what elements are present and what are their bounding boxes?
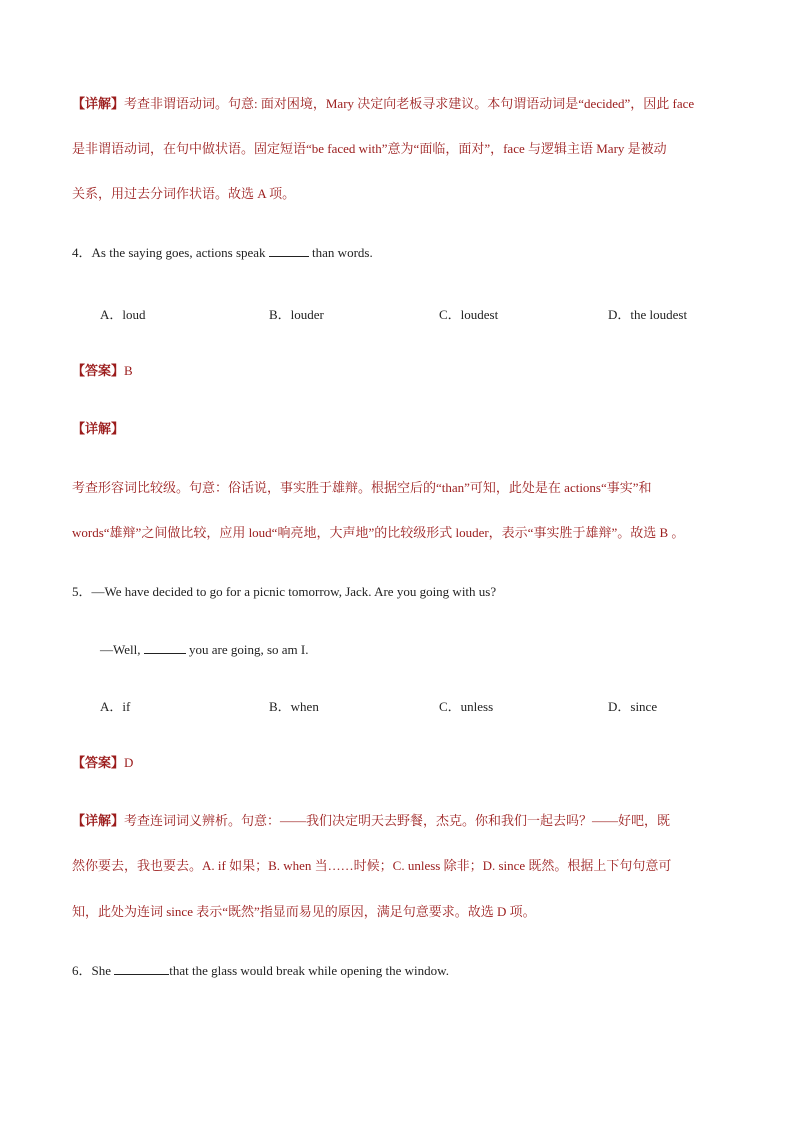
detail-heading-q4 (72, 420, 124, 438)
stem-text-before: She (91, 963, 115, 978)
option-c: C．loudest (439, 307, 499, 322)
question-6-stem (72, 962, 449, 980)
detail-q5-line3: 知，此处为连词 since 表示“既然”指显而易见的原因，满足句意要求。故选 D 项。 (72, 904, 536, 919)
detail-paragraph-q3-line3: 关系，用过去分词作状语。故选 A 项。 (72, 186, 296, 201)
reply-text-after: you are going, so am I. (185, 642, 309, 657)
detail-q5-line2: 然你要去，我也要去。A. if 如果；B. when 当……时候；C. unless 除非；D. since 既然。根据上下句句意可 (72, 858, 672, 873)
option-b: B．when (269, 699, 319, 714)
answer-tag: 【答案】 (72, 363, 125, 378)
detail-tag: 【详解】 (72, 813, 125, 828)
question-number: 6． (72, 963, 92, 978)
answer-value: D (124, 755, 134, 770)
detail-q4-line1: 考查形容词比较级。句意：俗话说，事实胜于雄辩。根据空后的“than”可知，此处是在 actions“事实”和 (72, 480, 652, 495)
option-d: D．since (608, 699, 658, 714)
answer-value: B (124, 363, 133, 378)
option-d: D．the loudest (608, 307, 688, 322)
option-a: A．if (100, 699, 131, 714)
question-number: 4． (72, 245, 92, 260)
answer-tag: 【答案】 (72, 755, 125, 770)
stem-text: —We have decided to go for a picnic tomorrow, Jack. Are you going with us? (91, 584, 497, 599)
question-5-stem (72, 583, 496, 601)
answer-blank (114, 962, 169, 975)
question-number: 5． (72, 584, 92, 599)
detail-q5-line1 (72, 812, 670, 830)
question-5-reply (100, 641, 309, 659)
stem-text-after: than words. (308, 245, 373, 260)
detail-q4-line2: words“雄辩”之间做比较，应用 loud“响亮地，大声地”的比较级形式 louder，表示“事实胜于雄辩”。故选 B 。 (72, 525, 685, 540)
answer-blank (269, 244, 309, 257)
stem-text-before: As the saying goes, actions speak (91, 245, 269, 260)
detail-text: 考查连词词义辨析。句意：——我们决定明天去野餐，杰克。你和我们一起去吗？——好吧，既 (124, 813, 671, 828)
detail-paragraph-q3-line2: 是非谓语动词，在句中做状语。固定短语“be faced with”意为“面临，面对”，face 与逻辑主语 Mary 是被动 (72, 141, 667, 156)
detail-tag: 【详解】 (72, 421, 125, 436)
answer-blank (144, 641, 186, 654)
answer-q5 (72, 754, 133, 772)
detail-tag: 【详解】 (72, 96, 125, 111)
detail-text: 考查非谓语动词。句意: 面对困境，Mary 决定向老板寻求建议。本句谓语动词是“decided”，因此 face (124, 96, 695, 111)
question-4-stem (72, 244, 373, 262)
option-b: B．louder (269, 307, 324, 322)
reply-text-before: —Well, (100, 642, 144, 657)
detail-paragraph-q3-line1 (72, 95, 694, 113)
stem-text-after: that the glass would break while opening the window. (169, 963, 449, 978)
option-a: A．loud (100, 307, 146, 322)
option-c: C．unless (439, 699, 494, 714)
answer-q4 (72, 362, 133, 380)
